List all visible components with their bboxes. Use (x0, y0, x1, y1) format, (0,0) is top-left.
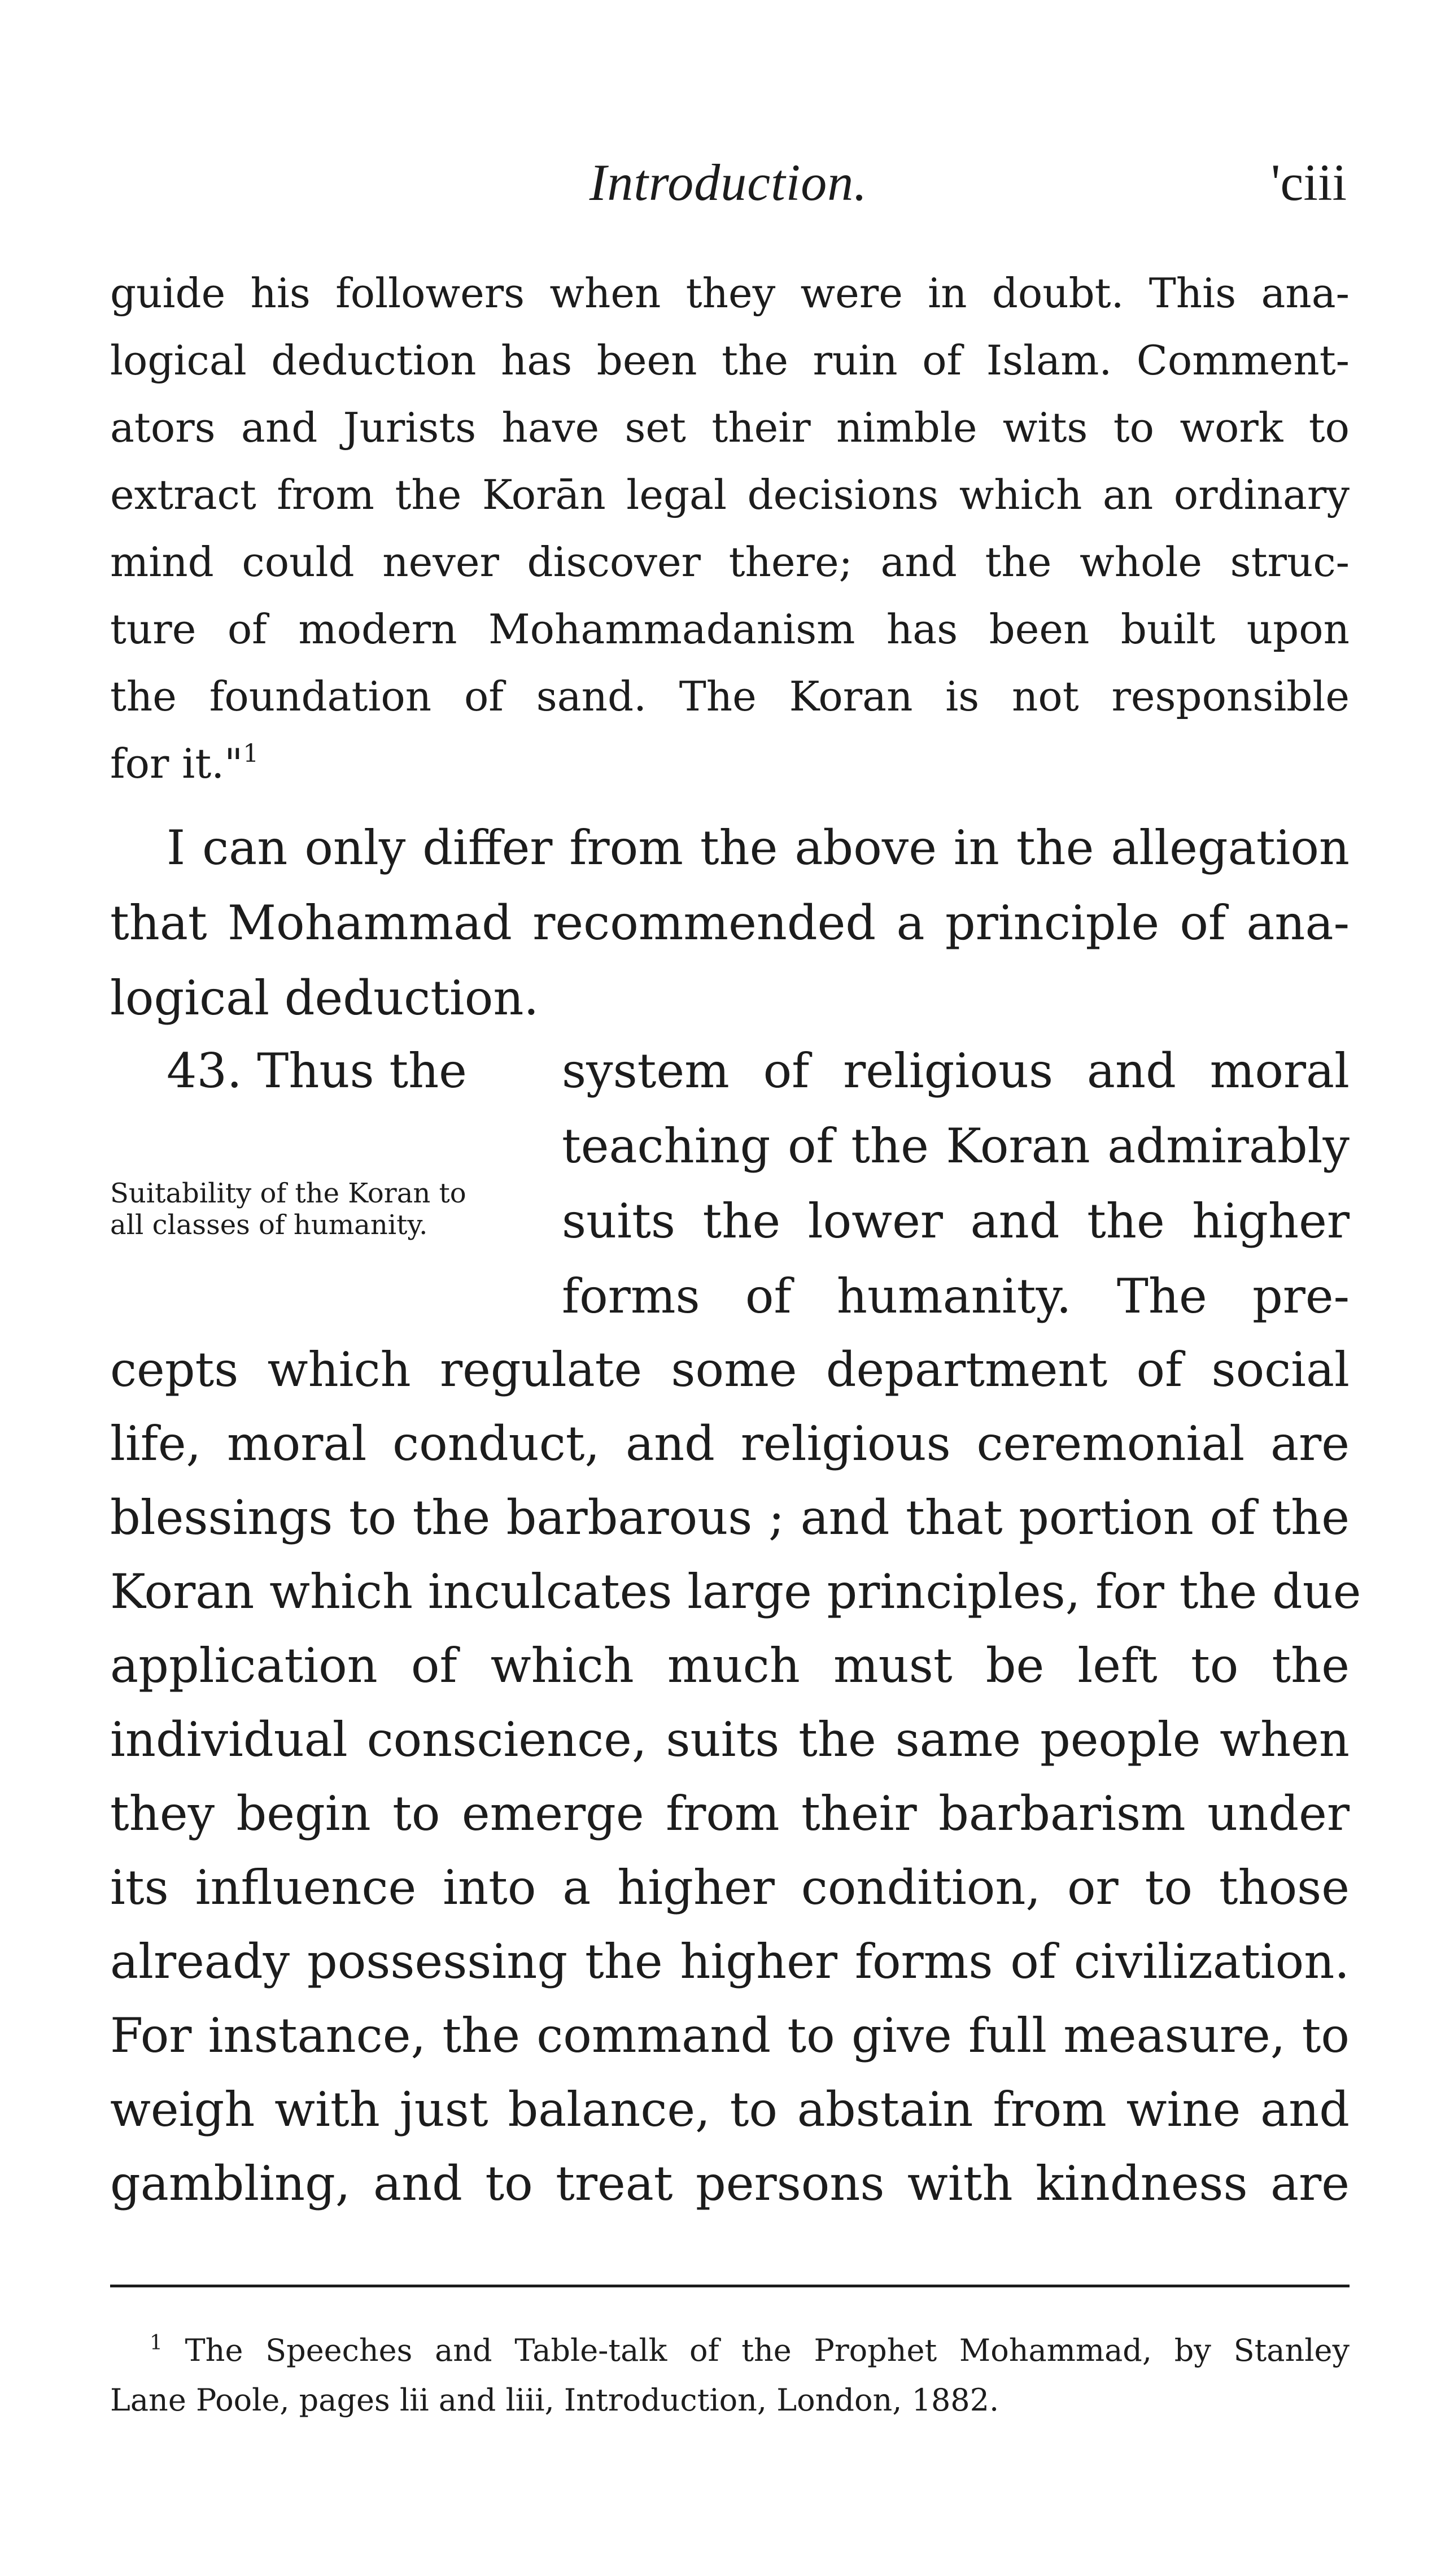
paragraph-43-body (110, 1333, 1361, 2221)
footnote-divider (110, 2285, 1350, 2287)
section-side-column (562, 1034, 1350, 1334)
section-number-lead: 43. Thus the (167, 1043, 467, 1099)
text-line: that Mohammad recommended a principle of ana- (110, 895, 1350, 951)
text-line: life, moral conduct, and religious ceremonial are (110, 1416, 1350, 1471)
text-line: teaching of the Koran admirably (562, 1118, 1350, 1174)
text-line: individual conscience, suits the same people when (110, 1712, 1350, 1767)
text-line: blessings to the barbarous ; and that portion of the (110, 1490, 1350, 1545)
text-line: mind could never discover there; and the whole struc- (110, 538, 1350, 586)
text-line: I can only differ from the above in the allegation (167, 820, 1350, 875)
section-lead (167, 1034, 630, 1109)
text-line: system of religious and moral (562, 1043, 1350, 1099)
text-line: its influence into a higher condition, or to those (110, 1860, 1350, 1915)
quoted-continuation (110, 260, 1350, 797)
margin-note: Suitability of the Koran to all classes of humanity. (110, 1178, 466, 1241)
running-title: Introduction. (589, 154, 868, 211)
paragraph-allegation (110, 810, 1350, 1036)
text-line: the foundation of sand. The Koran is not responsible (110, 673, 1350, 720)
text-line: logical deduction. (110, 970, 539, 1026)
text-line: forms of humanity. The pre- (562, 1269, 1350, 1324)
page-number: 'ciii (1270, 154, 1347, 211)
footnote (110, 2326, 1350, 2425)
footnote-line: Lane Poole, pages lii and liii, Introduction, London, 1882. (110, 2382, 999, 2418)
text-line: For instance, the command to give full measure, to (110, 2008, 1350, 2063)
footnote-reference: 1 (243, 739, 259, 768)
text-line: extract from the Korān legal decisions which an ordinary (110, 471, 1350, 518)
text-line: logical deduction has been the ruin of Islam. Comment- (110, 337, 1350, 384)
text-line: already possessing the higher forms of civilization. (110, 1934, 1350, 1989)
footnote-line (110, 2326, 1350, 2376)
text-line: application of which much must be left to the (110, 1638, 1350, 1693)
text-line: guide his followers when they were in doubt. This ana- (110, 269, 1350, 317)
footnote-text: The Speeches and Table-talk of the Prophet Mohammad, by Stanley (185, 2333, 1350, 2368)
text-line: gambling, and to treat persons with kindness are (110, 2156, 1350, 2211)
text-fragment: for it." (110, 740, 243, 787)
footnote-mark: 1 (150, 2331, 163, 2355)
text-line: ators and Jurists have set their nimble wits to work to (110, 404, 1350, 451)
text-line (110, 730, 1350, 797)
text-line: Koran which inculcates large principles, for the due (110, 1564, 1361, 1619)
text-line: they begin to emerge from their barbarism under (110, 1786, 1350, 1841)
paragraph-43-head (110, 1034, 1350, 1333)
text-line: ture of modern Mohammadanism has been built upon (110, 605, 1350, 653)
text-line: suits the lower and the higher (562, 1193, 1350, 1249)
text-line: weigh with just balance, to abstain from wine and (110, 2082, 1350, 2137)
page-header (110, 152, 1347, 220)
text-line: cepts which regulate some department of social (110, 1342, 1350, 1397)
